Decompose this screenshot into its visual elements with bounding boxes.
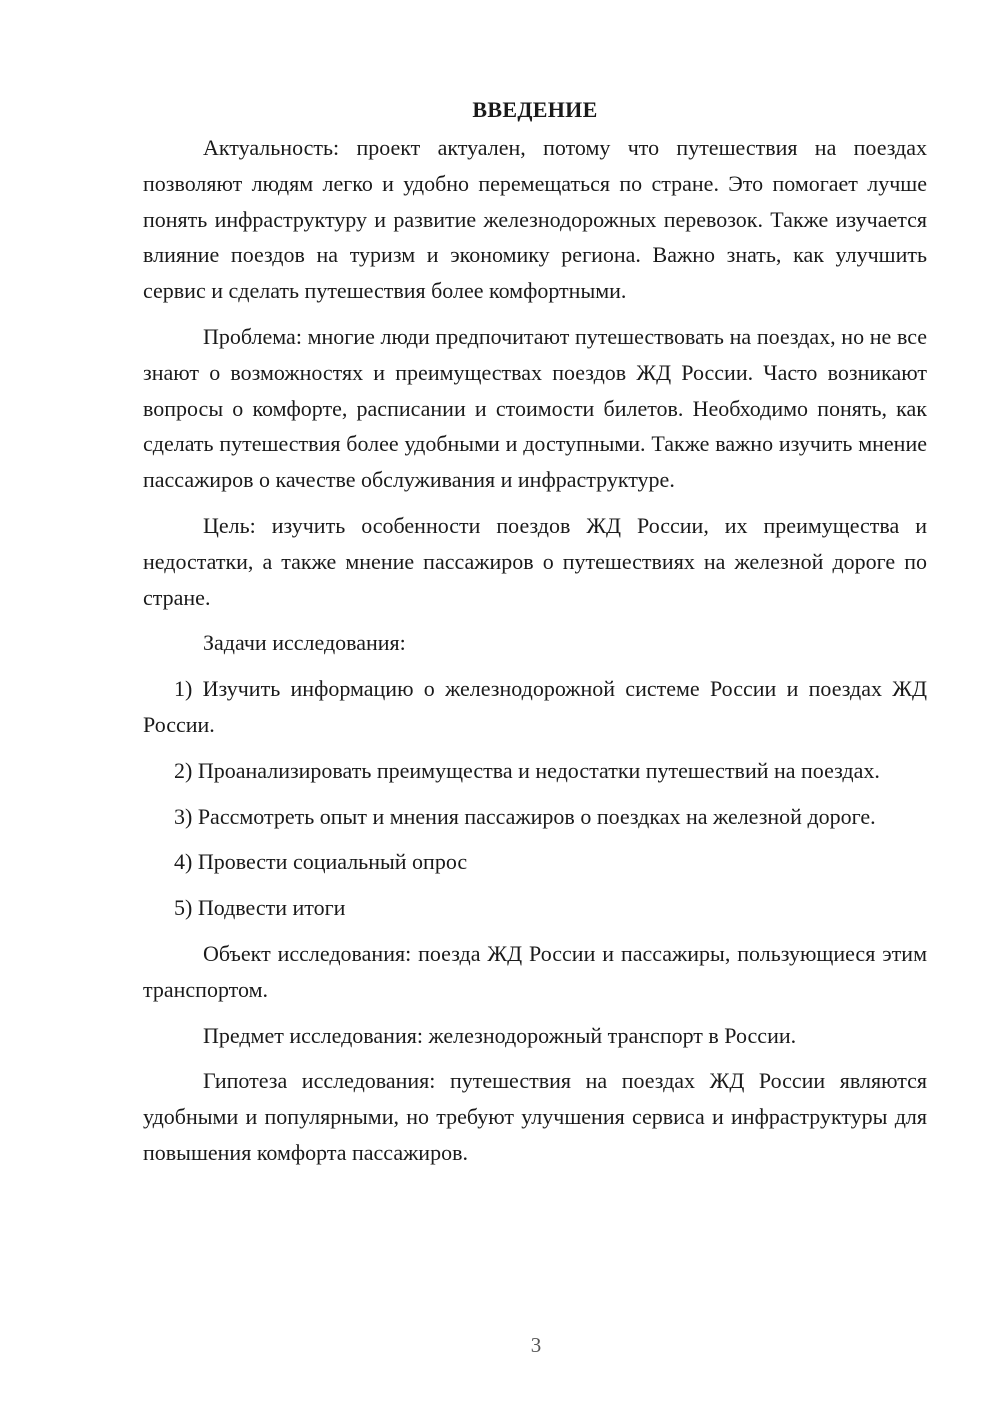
hypothesis-paragraph: Гипотеза исследования: путешествия на поездах ЖД России являются удобными и популярными, но требуют улучшения сервиса и инфраструктуры для повышения комфорта пассажиров. [143,1068,927,1165]
task-item-4: 4) Провести социальный опрос [174,849,468,875]
section-title: ВВЕДЕНИЕ [472,97,598,122]
task-item-1: 1) Изучить информацию о железнодорожной системе России и поездах ЖД России. [143,676,927,737]
goal-paragraph: Цель: изучить особенности поездов ЖД России, их преимущества и недостатки, а также мнение пассажиров о путешествиях на железной дороге по стране. [143,512,927,610]
tasks-heading: Задачи исследования: [203,630,406,656]
page-number: 3 [530,1333,542,1357]
problem-paragraph: Проблема: многие люди предпочитают путешествовать на поездах, но не все знают о возможностях и преимуществах поездов ЖД России. Часто возникают вопросы о комфорте, расписании и стоимости билетов. Необходимо понять, как сделать путешествия более удобными и доступными. Также важно изучить мнение пассажиров о качестве обслуживания и инфраструктуре. [143,323,927,493]
task-item-5: 5) Подвести итоги [174,895,346,921]
subject-paragraph: Предмет исследования: железнодорожный транспорт в России. [203,1022,797,1048]
task-item-2: 2) Проанализировать преимущества и недостатки путешествий на поездах. [174,757,880,783]
relevance-paragraph: Актуальность: проект актуален, потому что путешествия на поездах позволяют людям легко и удобно перемещаться по стране. Это помогает лучше понять инфраструктуру и развитие железнодорожных перевозок. Также изучается влияние поездов на туризм и экономику региона. Важно знать, как улучшить сервис и сделать путешествия более комфортными. [143,135,927,304]
object-paragraph: Объект исследования: поезда ЖД России и пассажиры, пользующиеся этим транспортом. [143,940,927,1002]
task-item-3: 3) Рассмотреть опыт и мнения пассажиров о поездках на железной дороге. [174,803,876,829]
document-page [143,94,927,1181]
